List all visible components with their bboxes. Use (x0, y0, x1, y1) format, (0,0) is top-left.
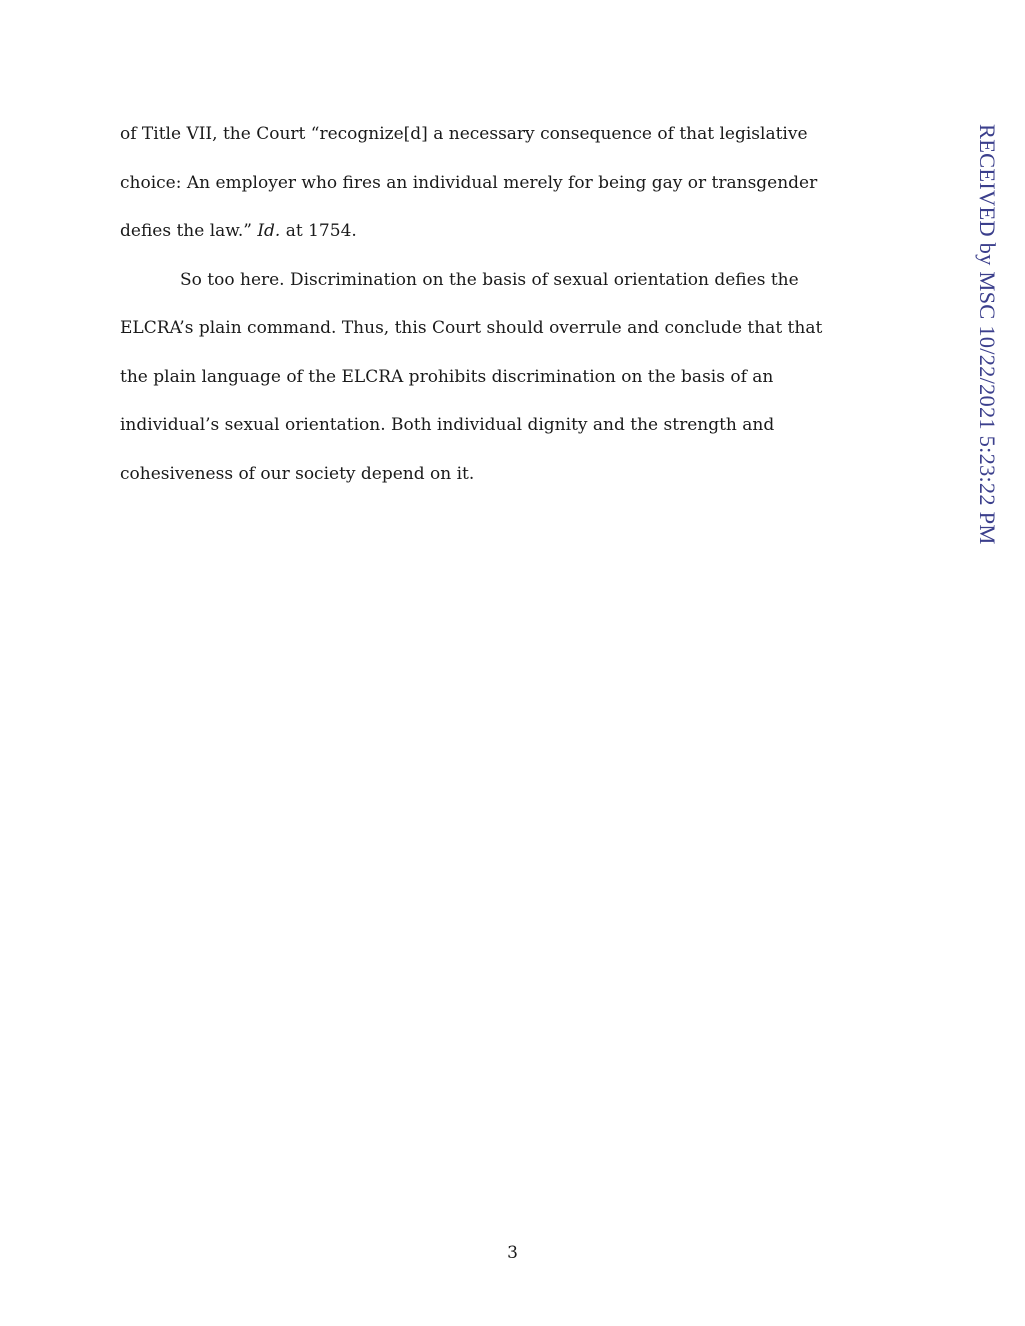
body-text (120, 112, 910, 500)
text-line: individual’s sexual orientation. Both individual dignity and the strength and (120, 415, 775, 435)
page-number: 3 (507, 1243, 518, 1263)
received-stamp: RECEIVED by MSC 10/22/2021 5:23:22 PM (975, 124, 1000, 545)
text-segment: at 1754. (280, 221, 357, 241)
citation-id: Id. (257, 221, 281, 241)
text-line: choice: An employer who fires an individual merely for being gay or transgender (120, 172, 818, 193)
text-line: the plain language of the ELCRA prohibits discrimination on the basis of an (120, 366, 774, 387)
paragraph-start-line: So too here. Discrimination on the basis of sexual orientation defies the (180, 269, 799, 290)
text-segment: defies the law.” (120, 221, 258, 241)
text-line: ELCRA’s plain command. Thus, this Court should overrule and conclude that that (120, 318, 823, 338)
text-line: cohesiveness of our society depend on it. (120, 463, 475, 484)
text-line: of Title VII, the Court “recognize[d] a necessary consequence of that legislative (120, 124, 808, 144)
text-line (120, 209, 910, 258)
